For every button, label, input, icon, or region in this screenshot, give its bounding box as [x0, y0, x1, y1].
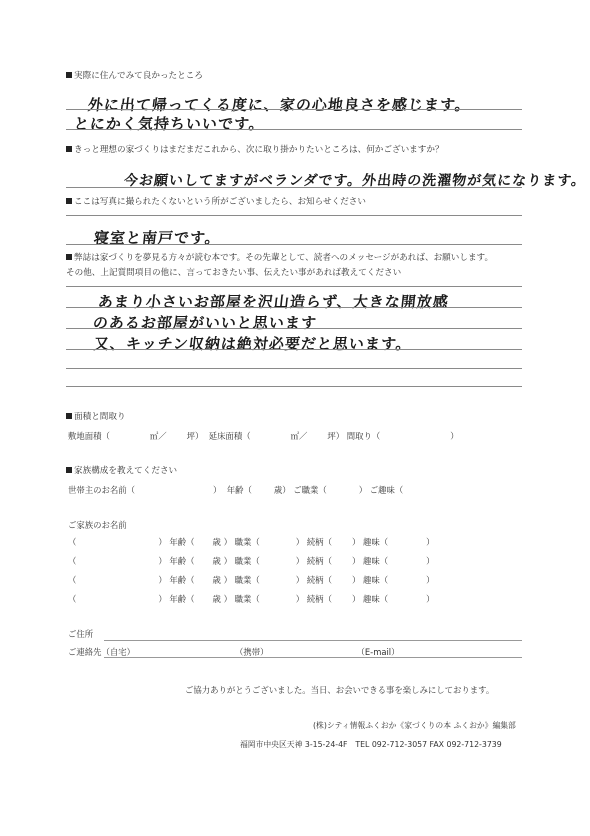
company-address: 福岡市中央区天神 3-15-24-4F TEL 092-712-3057 FAX 092-712-3739	[240, 740, 502, 749]
paren-open: （	[379, 556, 389, 566]
paren-close: ）	[351, 537, 361, 547]
age-unit: 歳	[212, 537, 221, 547]
answer-rule	[66, 368, 522, 369]
paren-close: ）	[351, 575, 361, 585]
contact-label: ご連絡先	[68, 647, 102, 657]
handwritten-answer-line: 寝室と南戸です。	[93, 229, 222, 247]
member-relation-label: 続柄	[306, 556, 324, 566]
answer-rule	[66, 349, 522, 350]
paren-close: ）	[158, 556, 167, 566]
handwritten-answer-line: あまり小さいお部屋を沢山造らず、大きな開放感	[97, 293, 450, 311]
paren-close: ）	[335, 431, 345, 441]
paren-open: （	[251, 556, 260, 566]
square-bullet-icon	[66, 467, 72, 473]
paren-close: ）	[158, 537, 167, 547]
email-label: （E-mail）	[356, 647, 400, 657]
paren-open: （	[243, 485, 252, 495]
age-unit: 歳	[212, 594, 221, 604]
paren-open: （	[323, 594, 332, 604]
paren-close: ）	[195, 431, 204, 441]
paren-open: （	[251, 537, 260, 547]
age-unit: 歳	[212, 575, 221, 585]
paren-close: ）	[223, 594, 232, 604]
member-relation-label: 続柄	[306, 575, 324, 585]
paren-close: ）	[295, 537, 305, 547]
paren-close: ）	[158, 575, 167, 585]
answer-rule	[66, 307, 522, 308]
home-phone-label: （自宅）	[101, 647, 135, 657]
paren-open: （	[186, 556, 195, 566]
section-header-not-to-photograph	[66, 195, 366, 207]
address-label: ご住所	[68, 629, 94, 639]
paren-open: （	[242, 431, 251, 441]
total-area-label: 延床面積	[208, 431, 243, 441]
thank-you-message: ご協力ありがとうございました。当日、お会いできる事を楽しみにしております。	[185, 685, 495, 695]
member-hobby-label: 趣味	[362, 575, 380, 585]
member-age-label: 年齢	[169, 594, 187, 604]
member-job-label: 職業	[234, 537, 252, 547]
member-hobby-label: 趣味	[362, 594, 380, 604]
address-underline[interactable]	[104, 640, 522, 641]
paren-close: ）	[426, 537, 435, 547]
section-header-message	[66, 251, 493, 263]
paren-close: ）	[295, 575, 305, 585]
family-names-label: ご家族のお名前	[68, 520, 127, 530]
family-member-row	[68, 536, 434, 548]
unit-tsubo: 坪	[327, 431, 336, 441]
section-heading-text: 弊誌は家づくりを夢見る方々が読む本です。その先輩として、読者へのメッセージがあれば、お願いします。	[74, 253, 494, 263]
answer-rule	[66, 129, 522, 130]
paren-close: ）	[450, 431, 459, 441]
paren-open: （	[379, 594, 389, 604]
head-name-label: 世帯主のお名前	[68, 485, 127, 495]
section-header-good-points	[66, 69, 203, 81]
paren-open: （	[68, 575, 77, 585]
paren-close: ）	[223, 575, 232, 585]
member-hobby-label: 趣味	[362, 537, 380, 547]
age-unit: 歳	[212, 556, 221, 566]
paren-open: （	[126, 485, 135, 495]
section-heading-text: 面積と間取り	[74, 412, 126, 422]
contact-underline[interactable]	[104, 657, 522, 658]
member-age-label: 年齢	[169, 556, 187, 566]
member-job-label: 職業	[234, 575, 252, 585]
paren-close: ）	[426, 594, 435, 604]
section-header-floor-area	[66, 410, 126, 422]
member-job-label: 職業	[234, 556, 252, 566]
member-age-label: 年齢	[169, 537, 187, 547]
site-area-label: 敷地面積	[68, 431, 102, 441]
paren-close: ）	[358, 485, 368, 495]
paren-open: （	[394, 485, 404, 495]
square-bullet-icon	[66, 146, 72, 152]
answer-rule	[66, 328, 522, 329]
paren-open: （	[371, 431, 381, 441]
member-job-label: 職業	[234, 594, 252, 604]
unit-m2: ㎡／	[290, 431, 308, 441]
paren-open: （	[379, 537, 389, 547]
head-hobby-label: ご趣味	[369, 485, 395, 495]
square-bullet-icon	[66, 72, 72, 78]
mobile-phone-label: （携帯）	[235, 647, 269, 657]
paren-close: ）	[158, 594, 167, 604]
paren-close: ）	[426, 575, 435, 585]
paren-open: （	[323, 575, 332, 585]
paren-open: （	[186, 537, 195, 547]
section-subheading: その他、上記質問項目の他に、言っておきたい事、伝えたい事があれば教えてください	[66, 268, 402, 278]
square-bullet-icon	[66, 254, 72, 260]
answer-rule	[66, 187, 522, 188]
paren-open: （	[323, 556, 332, 566]
age-unit: 歳	[273, 485, 283, 495]
paren-close: ）	[351, 594, 361, 604]
paren-open: （	[186, 575, 195, 585]
section-heading-text: ここは写真に撮られたくないという所がございましたら、お知らせください	[74, 197, 366, 207]
square-bullet-icon	[66, 198, 72, 204]
paren-close: ）	[295, 594, 305, 604]
answer-rule	[66, 244, 522, 245]
member-age-label: 年齢	[169, 575, 187, 585]
head-job-label: ご職業	[293, 485, 319, 495]
section-heading-text: きっと理想の家づくりはまだまだこれから、次に取り掛かりたいところは、何かございますか？	[74, 145, 444, 155]
answer-rule	[66, 286, 522, 287]
answer-rule	[66, 386, 522, 387]
member-relation-label: 続柄	[306, 594, 324, 604]
handwritten-answer-line: 又、キッチン収納は絶対必要だと思います。	[93, 335, 413, 353]
section-header-family	[66, 464, 177, 476]
member-relation-label: 続柄	[306, 537, 324, 547]
layout-label: 間取り	[346, 431, 372, 441]
paren-open: （	[101, 431, 110, 441]
section-heading-text: 実際に住んでみて良かったところ	[74, 71, 203, 81]
paren-open: （	[318, 485, 327, 495]
paren-open: （	[68, 594, 77, 604]
answer-rule	[66, 109, 522, 110]
unit-tsubo: 坪	[186, 431, 195, 441]
paren-open: （	[68, 556, 77, 566]
paren-open: （	[251, 594, 260, 604]
paren-close: ）	[282, 485, 291, 495]
family-member-row	[68, 574, 434, 586]
answer-rule	[66, 215, 522, 216]
head-of-household-row	[68, 484, 403, 496]
family-member-row	[68, 555, 434, 567]
paren-open: （	[379, 575, 389, 585]
handwritten-answer-line: 今お願いしてますがベランダです。外出時の洗濯物が気になります。	[123, 173, 587, 189]
member-hobby-label: 趣味	[362, 556, 380, 566]
handwritten-answer-line: のあるお部屋がいいと思います	[92, 314, 318, 332]
floor-area-row	[68, 430, 459, 442]
paren-open: （	[186, 594, 195, 604]
square-bullet-icon	[66, 413, 72, 419]
family-member-row	[68, 593, 434, 605]
paren-close: ）	[223, 556, 232, 566]
paren-close: ）	[426, 556, 435, 566]
unit-m2: ㎡／	[149, 431, 167, 441]
paren-close: ）	[295, 556, 305, 566]
paren-close: ）	[351, 556, 361, 566]
paren-open: （	[323, 537, 332, 547]
section-heading-text: 家族構成を教えてください	[74, 466, 178, 476]
paren-open: （	[68, 537, 77, 547]
company-credit: (株)シティ情報ふくおか《家づくりの本 ふくおか》編集部	[313, 721, 516, 730]
handwritten-answer-line: とにかく気持ちいいです。	[73, 115, 266, 133]
paren-open: （	[251, 575, 260, 585]
head-age-label: 年齢	[226, 485, 244, 495]
paren-close: ）	[223, 537, 232, 547]
handwritten-answer-line: 外に出て帰ってくる度に、家の心地良さを感じます。	[87, 96, 472, 114]
section-header-next-home	[66, 143, 444, 155]
paren-close: ）	[213, 485, 222, 495]
